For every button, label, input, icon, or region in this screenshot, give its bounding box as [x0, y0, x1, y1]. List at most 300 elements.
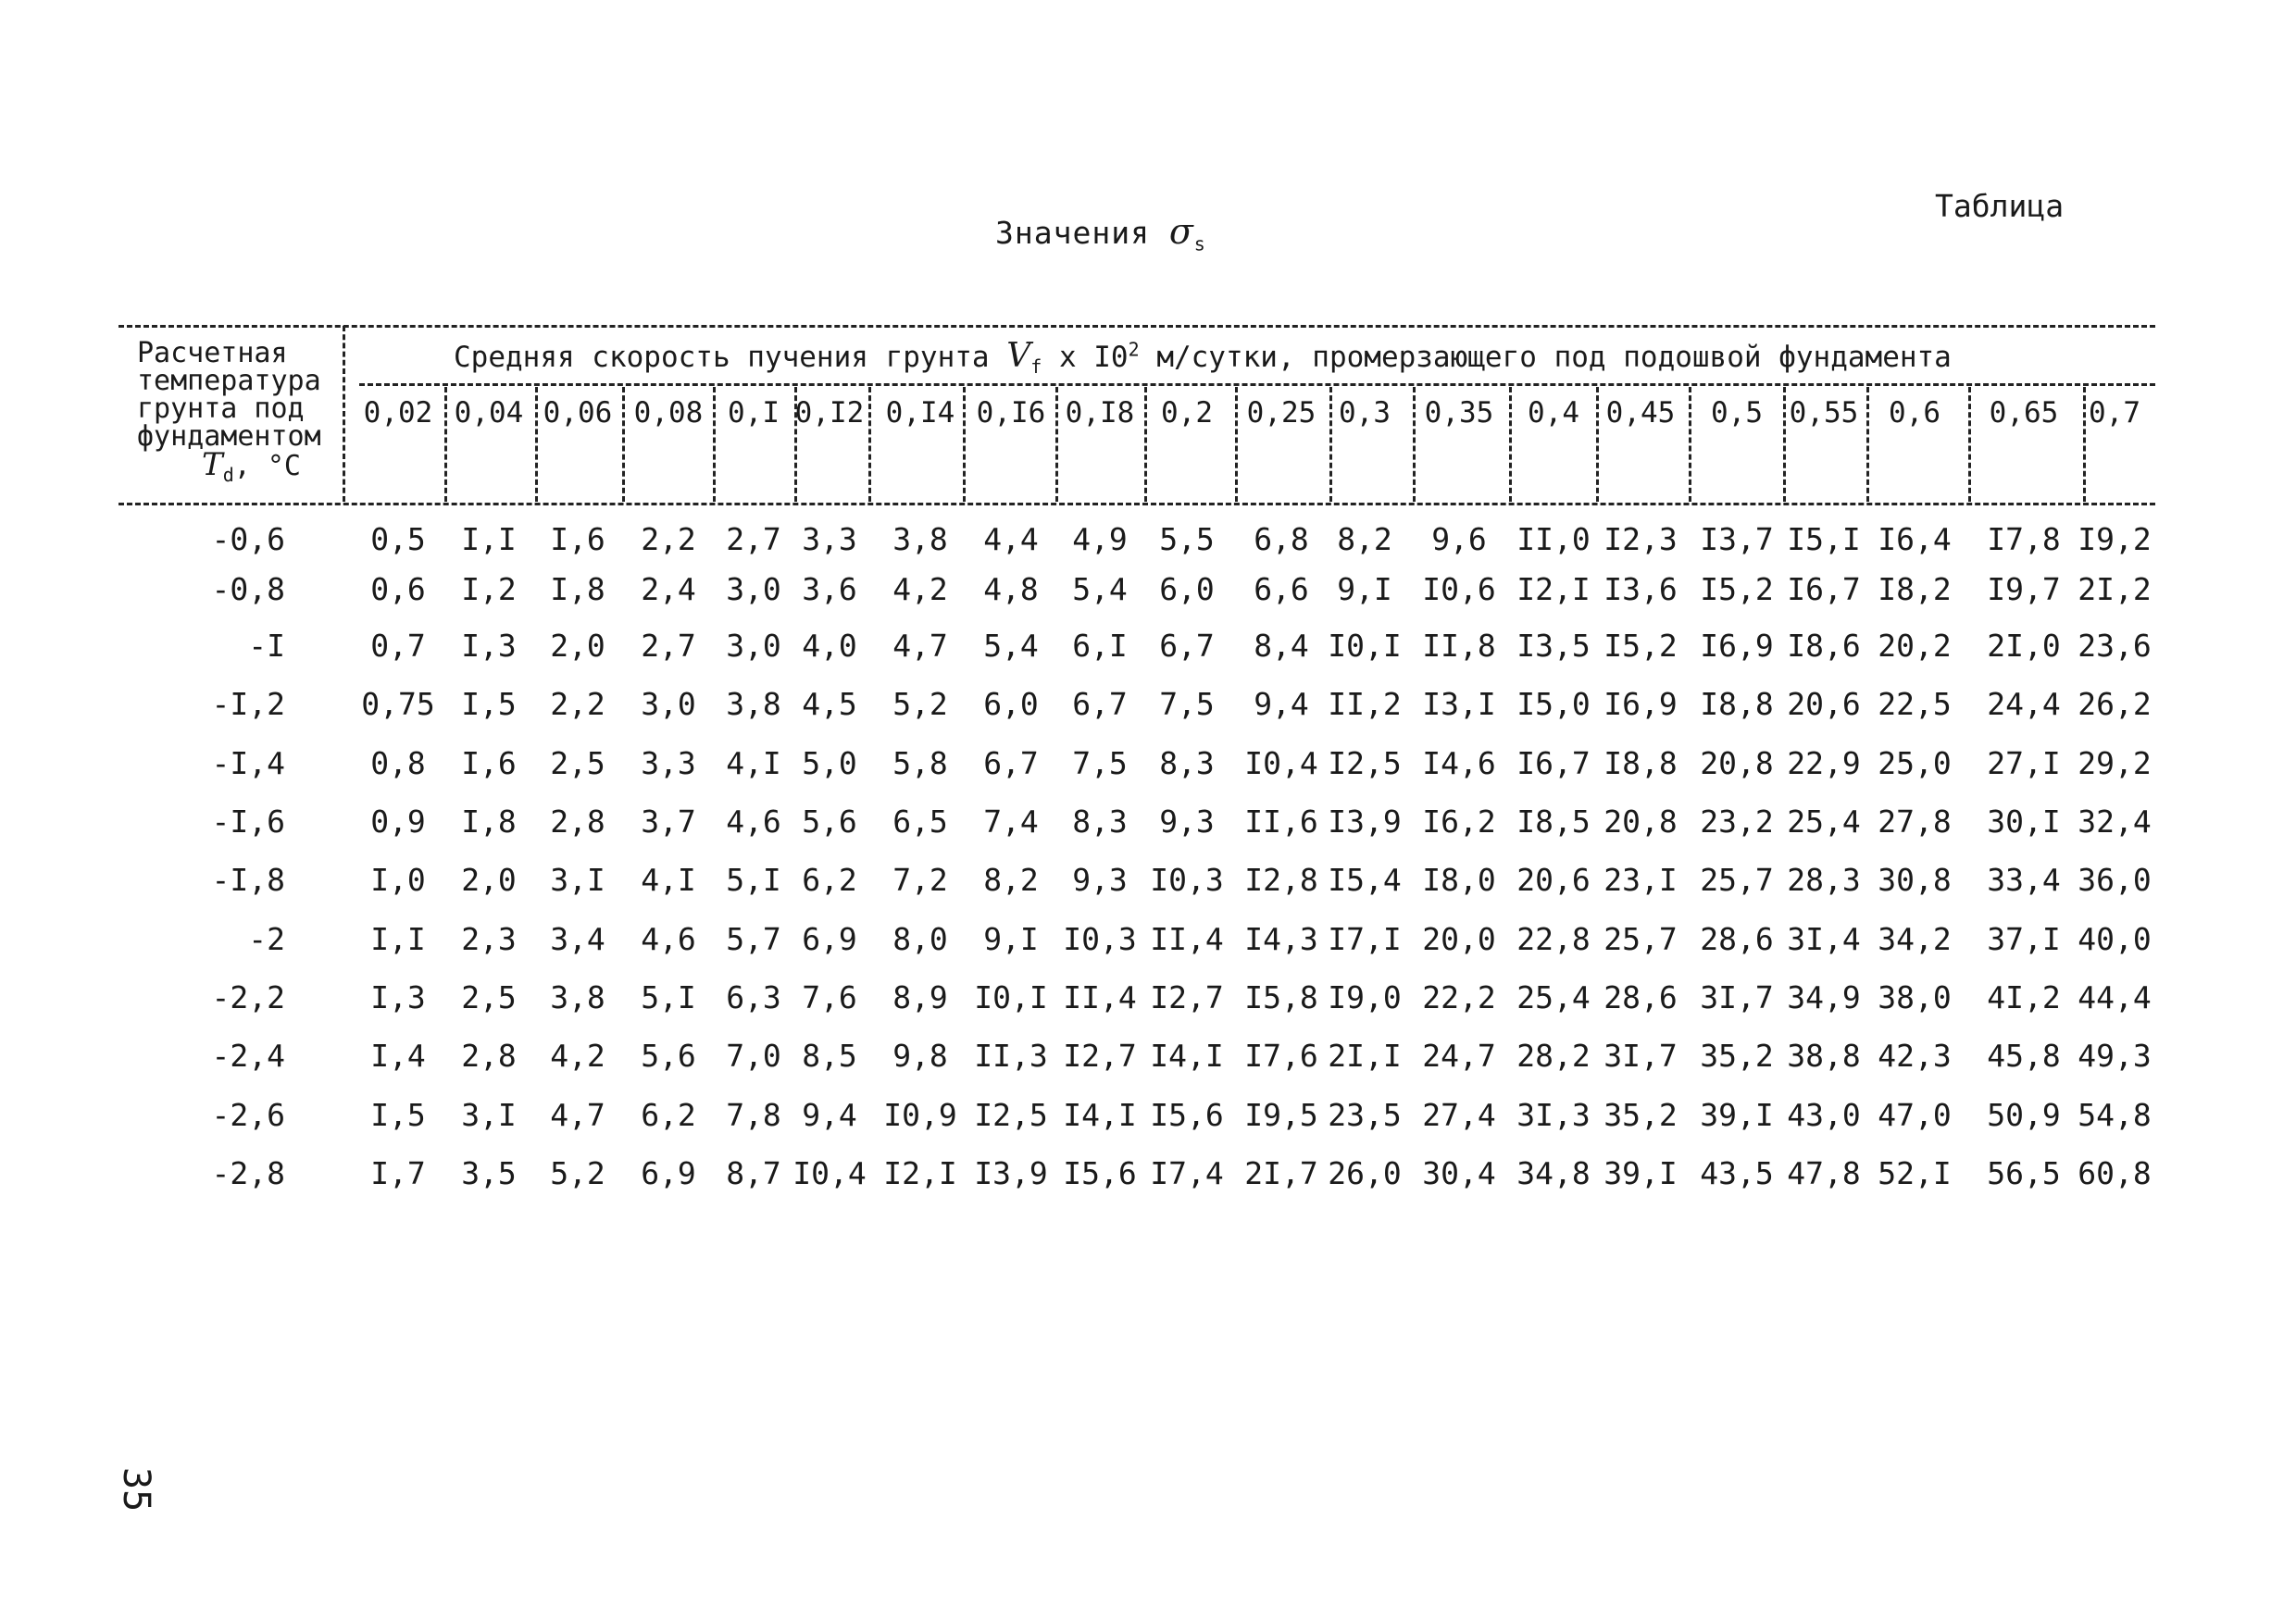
- table-cell: 37,I: [1987, 921, 2061, 957]
- table-cell: 22,2: [1422, 979, 1496, 1015]
- row-label: -2,2: [211, 979, 285, 1015]
- column-divider: [963, 387, 966, 502]
- table-cell: I4,I: [1150, 1038, 1224, 1074]
- table-cell: I,4: [370, 1038, 426, 1074]
- column-divider: [1783, 387, 1786, 502]
- table-cell: 2,2: [641, 521, 696, 557]
- row-label: -I: [248, 628, 285, 664]
- column-header: 0,08: [633, 396, 704, 430]
- table-cell: I4,6: [1422, 745, 1496, 781]
- column-header: 0,2: [1161, 396, 1213, 430]
- table-cell: 34,8: [1516, 1155, 1591, 1191]
- sigma-symbol: σ: [1168, 211, 1194, 252]
- table-cell: 7,4: [983, 803, 1039, 840]
- column-header: 0,3: [1339, 396, 1391, 430]
- table-cell: II,0: [1516, 521, 1591, 557]
- table-cell: 9,I: [983, 921, 1039, 957]
- table-cell: 25,4: [1516, 979, 1591, 1015]
- column-divider: [1968, 387, 1971, 502]
- table-cell: 6,7: [1072, 686, 1128, 722]
- table-cell: I5,6: [1063, 1155, 1137, 1191]
- row-label: -I,8: [211, 862, 285, 898]
- table-cell: 24,7: [1422, 1038, 1496, 1074]
- table-cell: 36,0: [2078, 862, 2152, 898]
- table-header: [0, 0, 2296, 518]
- table-cell: 6,0: [1159, 571, 1215, 607]
- table-cell: 56,5: [1987, 1155, 2061, 1191]
- table-cell: 6,7: [1159, 628, 1215, 664]
- stub-header-unit: [137, 446, 341, 489]
- table-cell: 9,4: [802, 1097, 857, 1133]
- table-cell: 7,2: [892, 862, 948, 898]
- table-cell: 26,2: [2078, 686, 2152, 722]
- table-cell: 20,6: [1516, 862, 1591, 898]
- column-header: 0,I8: [1065, 396, 1135, 430]
- table-cell: 0,9: [370, 803, 426, 840]
- table-cell: 39,I: [1603, 1155, 1678, 1191]
- group-header-pre: Средняя скорость пучения грунта: [454, 341, 1007, 374]
- table-cell: 8,9: [892, 979, 948, 1015]
- table-cell: 26,0: [1328, 1155, 1402, 1191]
- table-cell: 4,I: [726, 745, 781, 781]
- table-cell: 2,5: [461, 979, 517, 1015]
- column-divider: [1509, 387, 1512, 502]
- table-cell: 47,0: [1878, 1097, 1952, 1133]
- table-cell: 3I,3: [1516, 1097, 1591, 1133]
- column-divider: [1689, 387, 1691, 502]
- table-cell: 5,I: [641, 979, 696, 1015]
- table-cell: I2,7: [1150, 979, 1224, 1015]
- temperature-unit: , °С: [233, 450, 301, 482]
- table-cell: II,4: [1150, 921, 1224, 957]
- table-cell: 6,I: [1072, 628, 1128, 664]
- table-cell: I2,I: [883, 1155, 957, 1191]
- column-header: 0,I2: [794, 396, 865, 430]
- table-top-rule: [119, 325, 2155, 328]
- table-cell: 30,8: [1878, 862, 1952, 898]
- table-cell: I6,7: [1787, 571, 1861, 607]
- table-cell: I6,2: [1422, 803, 1496, 840]
- table-cell: 4,5: [802, 686, 857, 722]
- table-cell: I,8: [550, 571, 605, 607]
- table-cell: 6,9: [641, 1155, 696, 1191]
- table-cell: 4,6: [641, 921, 696, 957]
- table-cell: 2,0: [461, 862, 517, 898]
- table-cell: 25,7: [1603, 921, 1678, 957]
- table-cell: 45,8: [1987, 1038, 2061, 1074]
- table-cell: 34,2: [1878, 921, 1952, 957]
- table-cell: I8,2: [1878, 571, 1952, 607]
- row-label: -2,6: [211, 1097, 285, 1133]
- table-cell: 5,0: [802, 745, 857, 781]
- table-cell: 4,0: [802, 628, 857, 664]
- column-divider: [622, 387, 625, 502]
- table-cell: 44,4: [2078, 979, 2152, 1015]
- table-cell: II,6: [1244, 803, 1318, 840]
- table-cell: 8,4: [1254, 628, 1309, 664]
- table-cell: I8,5: [1516, 803, 1591, 840]
- table-cell: I4,3: [1244, 921, 1318, 957]
- table-cell: 22,9: [1787, 745, 1861, 781]
- table-cell: I3,9: [1328, 803, 1402, 840]
- table-cell: 3,I: [550, 862, 605, 898]
- table-cell: 33,4: [1987, 862, 2061, 898]
- table-cell: II,2: [1328, 686, 1402, 722]
- table-cell: I0,4: [1244, 745, 1318, 781]
- table-cell: 3I,7: [1700, 979, 1774, 1015]
- column-header: 0,I: [728, 396, 780, 430]
- table-cell: 4,9: [1072, 521, 1128, 557]
- table-cell: 2,3: [461, 921, 517, 957]
- table-cell: 25,0: [1878, 745, 1952, 781]
- column-divider: [868, 387, 871, 502]
- column-header: 0,25: [1246, 396, 1316, 430]
- table-cell: 6,0: [983, 686, 1039, 722]
- table-cell: 25,7: [1700, 862, 1774, 898]
- table-cell: 2,8: [550, 803, 605, 840]
- table-cell: II,8: [1422, 628, 1496, 664]
- table-cell: I2,8: [1244, 862, 1318, 898]
- table-cell: I9,5: [1244, 1097, 1318, 1133]
- column-divider: [1235, 387, 1238, 502]
- table-cell: 5,6: [641, 1038, 696, 1074]
- table-cell: 4,2: [892, 571, 948, 607]
- column-divider: [1144, 387, 1147, 502]
- table-cell: I0,4: [792, 1155, 867, 1191]
- table-cell: I,8: [461, 803, 517, 840]
- table-cell: I6,9: [1603, 686, 1678, 722]
- column-header: 0,65: [1989, 396, 2059, 430]
- stub-header-line: грунта под: [137, 392, 305, 425]
- table-cell: I,6: [550, 521, 605, 557]
- table-cell: 2,4: [641, 571, 696, 607]
- table-cell: 2I,I: [1328, 1038, 1402, 1074]
- group-header-mid: х I0: [1042, 341, 1129, 374]
- table-cell: 3,6: [802, 571, 857, 607]
- table-cell: I2,7: [1063, 1038, 1137, 1074]
- table-cell: 9,6: [1431, 521, 1487, 557]
- table-cell: 9,3: [1072, 862, 1128, 898]
- group-header-rule: [359, 383, 2155, 386]
- table-cell: 20,0: [1422, 921, 1496, 957]
- row-label: -I,2: [211, 686, 285, 722]
- table-cell: 54,8: [2078, 1097, 2152, 1133]
- table-cell: 0,6: [370, 571, 426, 607]
- table-cell: I4,I: [1063, 1097, 1137, 1133]
- table-cell: I8,8: [1603, 745, 1678, 781]
- table-cell: 3I,7: [1603, 1038, 1678, 1074]
- table-cell: 3,I: [461, 1097, 517, 1133]
- table-cell: 3,8: [892, 521, 948, 557]
- table-cell: 20,6: [1787, 686, 1861, 722]
- group-header-post: м/сутки, промерзающего под подошвой фундамента: [1139, 341, 1952, 374]
- table-cell: I8,8: [1700, 686, 1774, 722]
- table-cell: 2I,0: [1987, 628, 2061, 664]
- table-cell: I,I: [370, 921, 426, 957]
- row-label: -0,8: [211, 571, 285, 607]
- table-cell: I0,3: [1063, 921, 1137, 957]
- table-cell: I,7: [370, 1155, 426, 1191]
- table-cell: 8,5: [802, 1038, 857, 1074]
- table-cell: I,3: [370, 979, 426, 1015]
- table-cell: I2,I: [1516, 571, 1591, 607]
- table-cell: I3,I: [1422, 686, 1496, 722]
- table-cell: 3,8: [550, 979, 605, 1015]
- table-cell: 6,2: [802, 862, 857, 898]
- table-cell: 7,8: [726, 1097, 781, 1133]
- table-cell: 8,3: [1072, 803, 1128, 840]
- table-cell: 5,7: [726, 921, 781, 957]
- table-cell: 3,0: [641, 686, 696, 722]
- table-cell: 24,4: [1987, 686, 2061, 722]
- column-divider: [2083, 387, 2086, 502]
- table-cell: I7,8: [1987, 521, 2061, 557]
- column-divider: [1866, 387, 1869, 502]
- table-cell: 5,2: [892, 686, 948, 722]
- table-label: Таблица: [1935, 188, 2065, 224]
- table-cell: I2,5: [974, 1097, 1048, 1133]
- table-cell: I,5: [370, 1097, 426, 1133]
- column-header: 0,I6: [976, 396, 1046, 430]
- table-cell: 6,6: [1254, 571, 1309, 607]
- column-header: 0,04: [454, 396, 524, 430]
- table-cell: I8,0: [1422, 862, 1496, 898]
- column-divider: [1413, 387, 1416, 502]
- table-cell: 8,3: [1159, 745, 1215, 781]
- table-cell: 5,I: [726, 862, 781, 898]
- table-cell: 0,7: [370, 628, 426, 664]
- table-cell: 0,8: [370, 745, 426, 781]
- table-cell: 50,9: [1987, 1097, 2061, 1133]
- table-cell: I,6: [461, 745, 517, 781]
- table-cell: II,4: [1063, 979, 1137, 1015]
- table-cell: I,2: [461, 571, 517, 607]
- table-cell: 43,0: [1787, 1097, 1861, 1133]
- table-cell: I9,2: [2078, 521, 2152, 557]
- table-cell: 2,2: [550, 686, 605, 722]
- column-divider: [1329, 387, 1332, 502]
- table-cell: 27,4: [1422, 1097, 1496, 1133]
- table-cell: 5,6: [802, 803, 857, 840]
- table-cell: 28,3: [1787, 862, 1861, 898]
- table-cell: I0,9: [883, 1097, 957, 1133]
- table-cell: 23,2: [1700, 803, 1774, 840]
- table-cell: 47,8: [1787, 1155, 1861, 1191]
- velocity-subscript: f: [1030, 355, 1042, 379]
- table-cell: 27,8: [1878, 803, 1952, 840]
- table-cell: 23,6: [2078, 628, 2152, 664]
- table-cell: I5,2: [1700, 571, 1774, 607]
- stub-header: [137, 337, 341, 489]
- table-cell: 6,9: [802, 921, 857, 957]
- table-cell: 20,8: [1603, 803, 1678, 840]
- table-cell: I,3: [461, 628, 517, 664]
- column-header: 0,55: [1789, 396, 1859, 430]
- column-header: 0,I4: [885, 396, 955, 430]
- table-cell: I0,I: [1328, 628, 1402, 664]
- table-cell: 9,4: [1254, 686, 1309, 722]
- table-cell: 43,5: [1700, 1155, 1774, 1191]
- table-cell: 3,3: [802, 521, 857, 557]
- row-label: -2,4: [211, 1038, 285, 1074]
- table-cell: 4,4: [983, 521, 1039, 557]
- table-cell: 5,4: [1072, 571, 1128, 607]
- table-cell: 35,2: [1603, 1097, 1678, 1133]
- column-divider: [1596, 387, 1599, 502]
- stub-header-line: фундаментом: [137, 420, 321, 453]
- table-cell: 35,2: [1700, 1038, 1774, 1074]
- row-label: -2,8: [211, 1155, 285, 1191]
- temperature-subscript: d: [222, 464, 234, 486]
- table-cell: 5,2: [550, 1155, 605, 1191]
- column-header: 0,5: [1711, 396, 1763, 430]
- table-cell: 39,I: [1700, 1097, 1774, 1133]
- table-cell: I0,I: [974, 979, 1048, 1015]
- table-cell: 4,2: [550, 1038, 605, 1074]
- table-cell: 38,0: [1878, 979, 1952, 1015]
- table-cell: 5,8: [892, 745, 948, 781]
- table-cell: I5,8: [1244, 979, 1318, 1015]
- table-cell: I2,3: [1603, 521, 1678, 557]
- table-cell: 52,I: [1878, 1155, 1952, 1191]
- table-cell: I9,0: [1328, 979, 1402, 1015]
- table-cell: 20,2: [1878, 628, 1952, 664]
- table-cell: I6,7: [1516, 745, 1591, 781]
- table-cell: 2,8: [461, 1038, 517, 1074]
- row-label: -I,4: [211, 745, 285, 781]
- table-cell: I5,4: [1328, 862, 1402, 898]
- column-divider: [535, 387, 538, 502]
- table-cell: 38,8: [1787, 1038, 1861, 1074]
- table-cell: 4I,2: [1987, 979, 2061, 1015]
- table-cell: 3,7: [641, 803, 696, 840]
- table-cell: I0,6: [1422, 571, 1496, 607]
- table-cell: 30,I: [1987, 803, 2061, 840]
- temperature-symbol: Т: [202, 446, 223, 483]
- table-cell: 2,5: [550, 745, 605, 781]
- table-cell: 23,5: [1328, 1097, 1402, 1133]
- table-cell: 28,6: [1700, 921, 1774, 957]
- table-cell: 40,0: [2078, 921, 2152, 957]
- table-cell: 25,4: [1787, 803, 1861, 840]
- column-header: 0,06: [543, 396, 613, 430]
- table-cell: I9,7: [1987, 571, 2061, 607]
- table-cell: 8,2: [983, 862, 1039, 898]
- column-divider: [794, 387, 797, 502]
- table-cell: 2,7: [726, 521, 781, 557]
- table-cell: I6,9: [1700, 628, 1774, 664]
- table-title-text: Значения: [995, 215, 1169, 251]
- table-cell: 32,4: [2078, 803, 2152, 840]
- table-cell: I,I: [461, 521, 517, 557]
- table-cell: 27,I: [1987, 745, 2061, 781]
- sigma-subscript: s: [1193, 232, 1206, 255]
- table-cell: 4,6: [726, 803, 781, 840]
- column-header: 0,7: [2089, 396, 2140, 430]
- table-cell: 6,3: [726, 979, 781, 1015]
- column-header: 0,45: [1605, 396, 1676, 430]
- table-cell: 8,0: [892, 921, 948, 957]
- table-cell: 7,5: [1159, 686, 1215, 722]
- table-cell: 3,0: [726, 628, 781, 664]
- table-cell: 60,8: [2078, 1155, 2152, 1191]
- table-cell: I5,2: [1603, 628, 1678, 664]
- column-divider: [444, 387, 447, 502]
- table-cell: 49,3: [2078, 1038, 2152, 1074]
- table-cell: 4,7: [892, 628, 948, 664]
- table-cell: 0,75: [361, 686, 435, 722]
- table-cell: 2,0: [550, 628, 605, 664]
- table-cell: 20,8: [1700, 745, 1774, 781]
- table-cell: I3,7: [1700, 521, 1774, 557]
- table-cell: 6,8: [1254, 521, 1309, 557]
- table-cell: I3,6: [1603, 571, 1678, 607]
- table-cell: 6,7: [983, 745, 1039, 781]
- row-label: -I,6: [211, 803, 285, 840]
- table-cell: 2I,7: [1244, 1155, 1318, 1191]
- stub-header-line: температура: [137, 365, 321, 397]
- table-cell: I5,0: [1516, 686, 1591, 722]
- table-cell: 2,7: [641, 628, 696, 664]
- table-cell: I6,4: [1878, 521, 1952, 557]
- table-cell: I7,I: [1328, 921, 1402, 957]
- table-cell: 22,8: [1516, 921, 1591, 957]
- table-cell: I,5: [461, 686, 517, 722]
- table-cell: I7,4: [1150, 1155, 1224, 1191]
- stub-divider: [343, 326, 345, 502]
- table-cell: 34,9: [1787, 979, 1861, 1015]
- table-cell: I8,6: [1787, 628, 1861, 664]
- table-cell: I5,6: [1150, 1097, 1224, 1133]
- table-cell: 9,I: [1337, 571, 1392, 607]
- table-cell: 5,5: [1159, 521, 1215, 557]
- table-cell: 30,4: [1422, 1155, 1496, 1191]
- table-cell: I3,9: [974, 1155, 1048, 1191]
- table-cell: 8,2: [1337, 521, 1392, 557]
- column-divider: [1055, 387, 1058, 502]
- table-cell: 6,5: [892, 803, 948, 840]
- table-cell: 42,3: [1878, 1038, 1952, 1074]
- group-header: [454, 337, 1952, 378]
- column-header: 0,6: [1889, 396, 1940, 430]
- table-cell: 6,2: [641, 1097, 696, 1133]
- stub-header-line: Расчетная: [137, 337, 288, 369]
- table-cell: 22,5: [1878, 686, 1952, 722]
- table-cell: 3,3: [641, 745, 696, 781]
- table-cell: 0,5: [370, 521, 426, 557]
- table-cell: II,3: [974, 1038, 1048, 1074]
- column-header: 0,35: [1424, 396, 1494, 430]
- table-cell: 5,4: [983, 628, 1039, 664]
- table-cell: 2I,2: [2078, 571, 2152, 607]
- table-cell: 4,7: [550, 1097, 605, 1133]
- group-header-exponent: 2: [1128, 338, 1140, 361]
- column-header: 0,4: [1528, 396, 1579, 430]
- table-cell: I,0: [370, 862, 426, 898]
- table-cell: 3,4: [550, 921, 605, 957]
- table-cell: 3I,4: [1787, 921, 1861, 957]
- table-cell: 4,8: [983, 571, 1039, 607]
- table-cell: 7,0: [726, 1038, 781, 1074]
- row-label: -0,6: [211, 521, 285, 557]
- column-divider: [713, 387, 716, 502]
- table-cell: 7,5: [1072, 745, 1128, 781]
- table-cell: 28,2: [1516, 1038, 1591, 1074]
- table-cell: 4,I: [641, 862, 696, 898]
- velocity-symbol: V: [1006, 337, 1031, 375]
- table-cell: 3,0: [726, 571, 781, 607]
- table-cell: 28,6: [1603, 979, 1678, 1015]
